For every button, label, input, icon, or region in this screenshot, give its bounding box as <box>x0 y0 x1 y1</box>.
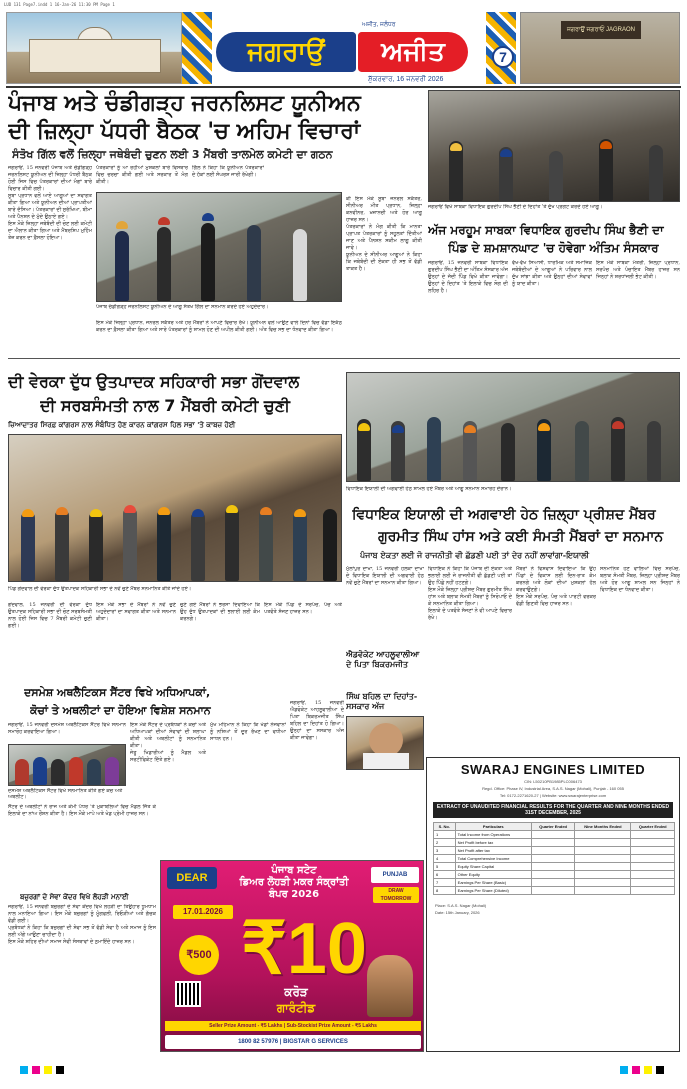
table-row <box>434 855 675 863</box>
masthead-building-photo <box>6 12 182 84</box>
table-cell <box>531 887 574 895</box>
story4-dateline: ਜਗਰਾਓਂ, 15 ਜਨਵਰੀ ਦਸਮੇਸ਼ ਅਥਲੈਟਿਕਸ ਸੈਂਟਰ ਵਿਖੇ ਸਨਮਾਨ ਸਮਾਰੋਹ ਕਰਵਾਇਆ ਗਿਆ। <box>8 722 126 735</box>
table-cell: 6 <box>434 871 456 879</box>
story1-headline-2: ਦੀ ਜ਼ਿਲ੍ਹਾ ਪੱਧਰੀ ਬੈਠਕ 'ਚ ਅਹਿਮ ਵਿਚਾਰਾਂ <box>8 119 361 144</box>
swaraj-company: SWARAJ ENGINES LIMITED <box>460 762 646 777</box>
registration-strip <box>0 1060 687 1089</box>
story1-col-3: ਗਿੱਲ ਨੇ ਕਿਹਾ ਕਿ ਯੂਨੀਅਨ ਪੱਤਰਕਾਰਾਂ ਦੇ ਹੱਕਾਂ ਲਈ ਸੰਘਰਸ਼ ਜਾਰੀ ਰੱਖੇਗੀ। <box>192 165 264 178</box>
table-row <box>434 879 675 887</box>
table-cell <box>531 839 574 847</box>
story1-col-4: ਕੀ ਇਸ ਮੌਕੇ ਸੂਬਾ ਜਨਰਲ ਸਕੱਤਰ, ਸੀਨੀਅਰ ਮੀਤ ਪ੍ਰਧਾਨ, ਜ਼ਿਲ੍ਹਾ ਕਨਵੀਨਰ, ਖ਼ਜ਼ਾਨਚੀ ਅਤੇ ਹੋਰ ਆਗੂ ਹਾਜ਼ਰ ਸਨ। ਪੱਤਰਕਾਰਾਂ ਨੇ ਮੰਗ ਕੀਤੀ ਕਿ ਮਾਨਤਾ ਪ੍ਰਾਪਤ ਪੱਤਰਕਾਰਾਂ ਨੂੰ ਸਹੂਲਤਾਂ ਦਿੱਤੀਆਂ ਜਾਣ ਅਤੇ ਪੈਨਸ਼ਨ ਸਕੀਮ ਲਾਗੂ ਕੀਤੀ ਜਾਵੇ। ਯੂਨੀਅਨ ਦੇ ਸੀਨੀਅਰ ਆਗੂਆਂ ਨੇ ਕਿਹਾ ਕਿ ਜਥੇਬੰਦੀ ਦੀ ਏਕਤਾ ਹੀ ਸਭ ਤੋਂ ਵੱਡੀ ਤਾਕਤ ਹੈ। <box>346 196 422 272</box>
qr-code-icon <box>175 981 201 1007</box>
lotto-footer: 1800 82 57976 | BIGSTAR G SERVICES <box>165 1035 421 1049</box>
swaraj-extract-title: EXTRACT OF UNAUDITED FINANCIAL RESULTS FOR THE QUARTER AND NINE MONTHS ENDED 31ST DECEMBER, 2025 <box>433 802 673 818</box>
gate-sign: ਜਗਰਾਉਂ ਜਗਰਾਓਂ JAGRAON <box>561 21 641 39</box>
story2-photo <box>8 434 342 582</box>
story4-bottom-col: ਜਗਰਾਓਂ, 15 ਜਨਵਰੀ ਬਜ਼ੁਰਗਾਂ ਦੇ ਸੇਵਾ ਕੇਂਦਰ ਵਿਖੇ ਲੋਹੜੀ ਦਾ ਤਿਉਹਾਰ ਧੂਮਧਾਮ ਨਾਲ ਮਨਾਇਆ ਗਿਆ। ਇਸ ਮੌਕੇ ਬਜ਼ੁਰਗਾਂ ਨੂੰ ਮੂੰਗਫਲੀ, ਰਿਓੜੀਆਂ ਅਤੇ ਗੱਚਕ ਵੰਡੀ ਗਈ। ਪ੍ਰਬੰਧਕਾਂ ਨੇ ਕਿਹਾ ਕਿ ਬਜ਼ੁਰਗਾਂ ਦੀ ਸੇਵਾ ਸਭ ਤੋਂ ਵੱਡੀ ਸੇਵਾ ਹੈ ਅਤੇ ਸਮਾਜ ਨੂੰ ਇਸ ਲਈ ਅੱਗੇ ਆਉਣਾ ਚਾਹੀਦਾ ਹੈ। ਇਸ ਮੌਕੇ ਸ਼ਹਿਰ ਦੀਆਂ ਸਮਾਜ ਸੇਵੀ ਸੰਸਥਾਵਾਂ ਦੇ ਨੁਮਾਇੰਦੇ ਹਾਜ਼ਰ ਸਨ। <box>8 904 156 945</box>
table-header-cell: Nine Months Ended <box>575 823 631 831</box>
masthead-logo <box>212 12 486 84</box>
table-cell <box>631 847 675 855</box>
table-row <box>434 831 675 839</box>
table-cell <box>575 847 631 855</box>
table-cell <box>531 863 574 871</box>
story4-caption: ਦਸਮੇਸ਼ ਅਥਲੈਟਿਕਸ ਸੈਂਟਰ ਵਿਖੇ ਸਨਮਾਨਿਤ ਕੀਤੇ ਗਏ ਕੋਚ ਅਤੇ ਅਥਲੀਟ। <box>8 788 123 800</box>
swaraj-place: Place: S.A.S. Nagar (Mohali) <box>435 903 487 908</box>
lottery-advertisement <box>160 860 424 1052</box>
table-cell <box>631 863 675 871</box>
story4-col-1: ਸੈਂਟਰ ਦੇ ਅਥਲੀਟਾਂ ਨੇ ਰਾਜ ਅਤੇ ਕੌਮੀ ਪੱਧਰ 'ਤੇ ਮੁਕਾਬਲਿਆਂ ਵਿਚ ਮੈਡਲ ਜਿੱਤ ਕੇ ਇਲਾਕੇ ਦਾ ਨਾਂਅ ਰੌਸ਼ਨ ਕੀਤਾ ਹੈ। ਇਸ ਮੌਕੇ ਮਾਪੇ ਅਤੇ ਖੇਡ ਪ੍ਰੇਮੀ ਹਾਜ਼ਰ ਸਨ। <box>8 804 156 817</box>
table-cell: Total Comprehensive Income <box>455 855 531 863</box>
table-cell: Earnings Per Share (Diluted) <box>455 887 531 895</box>
story3-col-4: ਸਨਮਾਨਿਤ ਹੋਣ ਵਾਲਿਆਂ ਵਿਚ ਸਰਪੰਚ, ਬਲਾਕ ਸੰਮਤੀ ਮੈਂਬਰ, ਜ਼ਿਲ੍ਹਾ ਪ੍ਰੀਸ਼ਦ ਮੈਂਬਰ ਅਤੇ ਹੋਰ ਆਗੂ ਸ਼ਾਮਲ ਸਨ ਜਿਨ੍ਹਾਂ ਨੇ ਵਿਧਾਇਕ ਦਾ ਧੰਨਵਾਦ ਕੀਤਾ। <box>600 566 680 593</box>
story5-col-1: ਜਗਰਾਓਂ, 15 ਜਨਵਰੀ ਐਡਵੋਕੇਟ ਆਹਲੂਵਾਲੀਆ ਦੇ ਪਿਤਾ ਬਿਕਰਮਜੀਤ ਸਿੰਘ ਬਹਿਲ ਦਾ ਦਿਹਾਂਤ ਹੋ ਗਿਆ। ਉਨ੍ਹਾਂ ਦਾ ਸਸਕਾਰ ਅੱਜ ਕੀਤਾ ਜਾਵੇਗਾ। <box>290 700 344 741</box>
table-cell: Other Equity <box>455 871 531 879</box>
story-right-col-2: ਵੱਖ-ਵੱਖ ਸਿਆਸੀ, ਧਾਰਮਿਕ ਅਤੇ ਸਮਾਜਿਕ ਜਥੇਬੰਦੀਆਂ ਦੇ ਆਗੂਆਂ ਨੇ ਪਰਿਵਾਰ ਨਾਲ ਦੁੱਖ ਸਾਂਝਾ ਕੀਤਾ ਅਤੇ ਉਨ੍ਹਾਂ ਦੀਆਂ ਸੇਵਾਵਾਂ ਨੂੰ ਯਾਦ ਕੀਤਾ। <box>512 260 592 287</box>
story1-col-2: ਪੱਤਰਕਾਰਾਂ ਨੂੰ ਆ ਰਹੀਆਂ ਮੁਸ਼ਕਲਾਂ ਬਾਰੇ ਵਿਸਥਾਰ ਵਿਚ ਚਰਚਾ ਕੀਤੀ ਗਈ ਅਤੇ ਸਰਕਾਰ ਤੋਂ ਮੰਗ ਕੀਤੀ। <box>96 165 188 185</box>
table-cell: 3 <box>434 847 456 855</box>
table-cell <box>631 879 675 887</box>
story3-headline-2: ਗੁਰਮੀਤ ਸਿੰਘ ਹਾਂਸ ਅਤੇ ਕਈ ਸੰਮਤੀ ਮੈਂਬਰਾਂ ਦਾ ਸਨਮਾਨ <box>378 529 664 545</box>
story1-col-1: ਜਗਰਾਓਂ, 15 ਜਨਵਰੀ ਪੰਜਾਬ ਅਤੇ ਚੰਡੀਗੜ੍ਹ ਜਰਨਲਿਸਟ ਯੂਨੀਅਨ ਦੀ ਜ਼ਿਲ੍ਹਾ ਪੱਧਰੀ ਬੈਠਕ ਹੋਈ ਜਿਸ ਵਿਚ ਪੱਤਰਕਾਰਾਂ ਦੀਆਂ ਮੰਗਾਂ ਬਾਰੇ ਵਿਚਾਰ ਕੀਤੀ ਗਈ। ਸੂਬਾ ਪ੍ਰਧਾਨ ਵਲੋਂ ਆਏ ਆਗੂਆਂ ਦਾ ਸਵਾਗਤ ਕੀਤਾ ਗਿਆ ਅਤੇ ਯੂਨੀਅਨ ਦੀਆਂ ਪ੍ਰਾਪਤੀਆਂ ਬਾਰੇ ਦੱਸਿਆ। ਪੱਤਰਕਾਰਾਂ ਦੀ ਸੁਰੱਖਿਆ, ਬੀਮਾ ਅਤੇ ਪੈਨਸ਼ਨ ਦੇ ਮੁੱਦੇ ਉਠਾਏ ਗਏ। ਇਸ ਮੌਕੇ ਜ਼ਿਲ੍ਹਾ ਜਥੇਬੰਦੀ ਦੀ ਚੋਣ ਲਈ ਕਮੇਟੀ ਦਾ ਐਲਾਨ ਕੀਤਾ ਗਿਆ ਅਤੇ ਮੈਂਬਰਸ਼ਿਪ ਮੁਹਿੰਮ ਤੇਜ਼ ਕਰਨ ਦਾ ਫ਼ੈਸਲਾ ਹੋਇਆ। <box>8 165 92 241</box>
story1-col-lower: ਇਸ ਮੌਕੇ ਜ਼ਿਲ੍ਹਾ ਪ੍ਰਧਾਨ, ਜਨਰਲ ਸਕੱਤਰ ਅਤੇ ਹੋਰ ਮੈਂਬਰਾਂ ਨੇ ਆਪਣੇ ਵਿਚਾਰ ਰੱਖੇ। ਯੂਨੀਅਨ ਵਲੋਂ ਆਉਣ ਵਾਲੇ ਦਿਨਾਂ ਵਿਚ ਵੱਡਾ ਇਕੱਠ ਕਰਨ ਦਾ ਫ਼ੈਸਲਾ ਕੀਤਾ ਗਿਆ ਅਤੇ ਸਾਰੇ ਪੱਤਰਕਾਰਾਂ ਨੂੰ ਸ਼ਾਮਲ ਹੋਣ ਦੀ ਅਪੀਲ ਕੀਤੀ ਗਈ। ਅੰਤ ਵਿਚ ਸਭ ਦਾ ਧੰਨਵਾਦ ਕੀਤਾ ਗਿਆ। <box>96 320 342 333</box>
story4-col-3: ਮੁੱਖ ਮਹਿਮਾਨ ਨੇ ਕਿਹਾ ਕਿ ਖੇਡਾਂ ਨੌਜਵਾਨਾਂ ਨੂੰ ਨਸ਼ਿਆਂ ਤੋਂ ਦੂਰ ਰੱਖਣ ਦਾ ਵਧੀਆ ਸਾਧਨ ਹਨ। <box>210 722 286 742</box>
lotto-draw-badge: DRAW TOMORROW <box>373 887 419 903</box>
story5-headline-1: ਐਡਵੋਕੇਟ ਆਹਲੂਵਾਲੀਆ ਦੇ ਪਿਤਾ ਬਿਕਰਮਜੀਤ <box>346 650 420 669</box>
table-cell <box>575 839 631 847</box>
table-cell <box>531 831 574 839</box>
story2-headline-1: ਦੀ ਵੇਰਕਾ ਦੁੱਧ ਉਤਪਾਦਕ ਸਹਿਕਾਰੀ ਸਭਾ ਗੋਂਦਵਾਲ <box>8 372 300 391</box>
lotto-guaranteed: ਗਾਰੰਟੀਡ <box>276 1001 316 1015</box>
story-right-caption: ਜਗਰਾਓਂ ਵਿਖੇ ਸਾਬਕਾ ਵਿਧਾਇਕ ਗੁਰਦੀਪ ਸਿੰਘ ਭੈਣੀ ਦੇ ਦਿਹਾਂਤ 'ਤੇ ਦੁੱਖ ਪ੍ਰਗਟ ਕਰਦੇ ਹੋਏ ਆਗੂ। <box>428 204 603 210</box>
city-title: ਜਗਰਾਉਂ <box>216 32 356 72</box>
masthead-pattern-left <box>182 12 212 84</box>
story-right-col-3: ਇਸ ਮੌਕੇ ਸਾਬਕਾ ਮੰਤਰੀ, ਜ਼ਿਲ੍ਹਾ ਪ੍ਰਧਾਨ, ਸਰਪੰਚ ਅਤੇ ਪੰਚਾਇਤ ਮੈਂਬਰ ਹਾਜ਼ਰ ਸਨ ਜਿਨ੍ਹਾਂ ਨੇ ਸ਼ਰਧਾਂਜਲੀ ਭੇਟ ਕੀਤੀ। <box>596 260 680 280</box>
story1-photo <box>96 192 342 302</box>
story3-col-2: ਵਿਧਾਇਕ ਨੇ ਕਿਹਾ ਕਿ ਪੰਜਾਬ ਦੀ ਏਕਤਾ ਅਤੇ ਭਲਾਈ ਲਈ ਜੇ ਰਾਜਨੀਤੀ ਵੀ ਛੱਡਣੀ ਪਈ ਤਾਂ ਉਹ ਪਿੱਛੇ ਨਹੀਂ ਹਟਣਗੇ। ਇਸ ਮੌਕੇ ਜ਼ਿਲ੍ਹਾ ਪ੍ਰੀਸ਼ਦ ਮੈਂਬਰ ਗੁਰਮੀਤ ਸਿੰਘ ਹਾਂਸ ਅਤੇ ਬਲਾਕ ਸੰਮਤੀ ਮੈਂਬਰਾਂ ਨੂੰ ਸਿਰੋਪਾਓ ਦੇ ਕੇ ਸਨਮਾਨਿਤ ਕੀਤਾ ਗਿਆ। ਇਲਾਕੇ ਦੇ ਪਤਵੰਤੇ ਸੱਜਣਾਂ ਨੇ ਵੀ ਆਪਣੇ ਵਿਚਾਰ ਰੱਖੇ। <box>428 566 512 621</box>
swaraj-address: Regd. Office: Phase IV, Industrial Area, S.A.S. Nagar (Mohali), Punjab - 160 055 <box>482 786 624 791</box>
table-cell: 7 <box>434 879 456 887</box>
table-cell: 5 <box>434 863 456 871</box>
table-header-cell: S. No. <box>434 823 456 831</box>
table-cell <box>631 831 675 839</box>
logo-tagline: ਅਜੀਤ, ਜਲੰਧਰ <box>362 22 396 28</box>
lotto-prizes: Seller Prize Amount - ₹5 Lakhs | Sub-Stockist Prize Amount - ₹5 Lakhs <box>165 1021 421 1031</box>
swaraj-date: Date: 15th January, 2026 <box>435 910 480 915</box>
table-header-cell: Quarter Ended <box>631 823 675 831</box>
table-cell <box>575 887 631 895</box>
story2-col-1: ਗੋਂਦਵਾਲ, 15 ਜਨਵਰੀ ਦੀ ਵੇਰਕਾ ਦੁੱਧ ਉਤਪਾਦਕ ਸਹਿਕਾਰੀ ਸਭਾ ਦੀ ਚੋਣ ਸਰਬਸੰਮਤੀ ਨਾਲ ਹੋਈ ਜਿਸ ਵਿਚ 7 ਮੈਂਬਰੀ ਕਮੇਟੀ ਚੁਣੀ ਗਈ। <box>8 602 92 629</box>
story2-col-4: ਇਸ ਮੌਕੇ ਪਿੰਡ ਦੇ ਸਰਪੰਚ, ਪੰਚ ਅਤੇ ਪਤਵੰਤੇ ਸੱਜਣ ਹਾਜ਼ਰ ਸਨ। <box>264 602 342 615</box>
lotto-amount: ₹10 <box>241 909 367 989</box>
table-cell: 8 <box>434 887 456 895</box>
lotto-date: 17.01.2026 <box>173 905 233 919</box>
table-cell: Net Profit before tax <box>455 839 531 847</box>
story1-subhead: ਸੰਤੋਖ ਗਿੱਲ ਵਲੋਂ ਜ਼ਿਲ੍ਹਾ ਜਥੇਬੰਦੀ ਚੁਣਨ ਲਈ 3 ਮੈਂਬਰੀ ਤਾਲਮੇਲ ਕਮੇਟੀ ਦਾ ਗਠਨ <box>12 148 333 161</box>
story3-caption: ਵਿਧਾਇਕ ਇਯਾਲੀ ਦੀ ਅਗਵਾਈ ਹੇਠ ਸ਼ਾਮਲ ਹੋਏ ਮੈਂਬਰ ਅਤੇ ਆਗੂ ਸਨਮਾਨ ਸਮਾਰੋਹ ਦੌਰਾਨ। <box>346 486 512 492</box>
table-row <box>434 871 675 879</box>
story4-col-2: ਇਸ ਮੌਕੇ ਸੈਂਟਰ ਦੇ ਪ੍ਰਬੰਧਕਾਂ ਨੇ ਕੋਚਾਂ ਅਤੇ ਅਧਿਆਪਕਾਂ ਦੀਆਂ ਸੇਵਾਵਾਂ ਦੀ ਸ਼ਲਾਘਾ ਕੀਤੀ ਅਤੇ ਅਥਲੀਟਾਂ ਨੂੰ ਸਨਮਾਨਿਤ ਕੀਤਾ। ਜੇਤੂ ਖਿਡਾਰੀਆਂ ਨੂੰ ਮੈਡਲ ਅਤੇ ਸਰਟੀਫਿਕੇਟ ਦਿੱਤੇ ਗਏ। <box>130 722 206 763</box>
story2-col-2: ਇਸ ਮੌਕੇ ਸਭਾ ਦੇ ਮੈਂਬਰਾਂ ਨੇ ਨਵੇਂ ਚੁਣੇ ਅਹੁਦੇਦਾਰਾਂ ਦਾ ਸਵਾਗਤ ਕੀਤਾ ਅਤੇ ਸਨਮਾਨ ਕੀਤਾ। <box>96 602 176 622</box>
table-cell <box>575 863 631 871</box>
table-row <box>434 847 675 855</box>
swaraj-advertisement <box>426 757 680 1052</box>
table-cell <box>575 855 631 863</box>
table-cell: 2 <box>434 839 456 847</box>
divider-1 <box>8 358 680 359</box>
swaraj-cin: CIN: L50210PB1985PLC006473 <box>524 779 582 784</box>
story3-subhead: ਪੰਜਾਬ ਏਕਤਾ ਲਈ ਜੋ ਰਾਜਨੀਤੀ ਵੀ ਛੱਡਣੀ ਪਈ ਤਾਂ ਦੇਰ ਨਹੀਂ ਲਾਵਾਂਗਾ-ਇਯਾਲੀ <box>360 551 590 560</box>
lotto-crore: ਕਰੋੜ <box>284 985 308 999</box>
lotto-title: ਪੰਜਾਬ ਸਟੇਟ ਡਿਅਰ ਲੋਹੜੀ ਮਕਰ ਸੰਕ੍ਰਾਂਤੀ ਬੰਪਰ 2026 <box>239 865 349 900</box>
table-header-cell: Quarter Ended <box>531 823 574 831</box>
masthead-rule <box>6 86 681 88</box>
story4-photo <box>8 744 126 786</box>
story-right-headline-1: ਅੱਜ ਮਰਹੂਮ ਸਾਬਕਾ ਵਿਧਾਇਕ ਗੁਰਦੀਪ ਸਿੰਘ ਭੈਣੀ ਦਾ <box>428 223 664 237</box>
table-cell <box>631 871 675 879</box>
story3-photo <box>346 372 680 482</box>
story4-headline-1: ਦਸਮੇਸ਼ ਅਥਲੈਟਿਕਸ ਸੈਂਟਰ ਵਿਖੇ ਅਧਿਆਪਕਾਂ, <box>24 686 211 699</box>
lotto-ambassador <box>367 955 413 1017</box>
table-cell: Total Income from Operations <box>455 831 531 839</box>
story-right-col-1: ਜਗਰਾਓਂ, 15 ਜਨਵਰੀ ਸਾਬਕਾ ਵਿਧਾਇਕ ਗੁਰਦੀਪ ਸਿੰਘ ਭੈਣੀ ਦਾ ਅੰਤਿਮ ਸੰਸਕਾਰ ਅੱਜ ਉਨ੍ਹਾਂ ਦੇ ਜੱਦੀ ਪਿੰਡ ਵਿਖੇ ਕੀਤਾ ਜਾਵੇਗਾ। ਉਨ੍ਹਾਂ ਦੇ ਦਿਹਾਂਤ 'ਤੇ ਇਲਾਕੇ ਵਿਚ ਸੋਗ ਦੀ ਲਹਿਰ ਹੈ। <box>428 260 508 294</box>
table-cell <box>531 855 574 863</box>
story-right-headline-2: ਪਿੰਡ ਦੇ ਸ਼ਮਸ਼ਾਨਘਾਟ 'ਚ ਹੋਵੇਗਾ ਅੰਤਿਮ ਸੰਸਕਾਰ <box>448 241 659 255</box>
story2-subhead: ਜ਼ਿਆਦਾਤਰ ਸਿਰਫ਼ ਕਾਂਗਰਸ ਨਾਲ ਸੰਬੰਧਿਤ ਹੋਣ ਕਾਰਨ ਕਾਂਗਰਸ ਹਿਲ ਸਭਾ 'ਤੇ ਕਾਬਜ਼ ਹੋਈ <box>8 421 236 429</box>
print-slug: LUD 131 Page7.indd 1 16-Jan-26 11:30 PM Page 1 <box>4 2 115 7</box>
table-row <box>434 839 675 847</box>
table-cell: Equity Share Capital <box>455 863 531 871</box>
page-number: 7 <box>492 46 514 68</box>
story-right-photo <box>428 90 680 202</box>
story4-bottom-head: ਬਜ਼ੁਰਗਾਂ ਦੇ ਸੇਵਾ ਕੇਂਦਰ ਵਿਖੇ ਲੋਹੜੀ ਮਨਾਈ <box>20 893 129 901</box>
table-cell <box>575 879 631 887</box>
paper-title: ਅਜੀਤ <box>358 32 468 72</box>
story3-headline-1: ਵਿਧਾਇਕ ਇਯਾਲੀ ਦੀ ਅਗਵਾਈ ਹੇਠ ਜ਼ਿਲ੍ਹਾ ਪ੍ਰੀਸ਼ਦ ਮੈਂਬਰ <box>352 507 656 523</box>
masthead-gate-photo <box>520 12 680 84</box>
table-header-cell: Particulars <box>455 823 531 831</box>
table-cell: 1 <box>434 831 456 839</box>
story5-headline-2: ਸਿੰਘ ਬਹਿਲ ਦਾ ਦਿਹਾਂਤ-ਸਸਕਾਰ ਅੱਜ <box>346 692 418 711</box>
lotto-price: ₹500 <box>179 935 219 975</box>
story3-col-3: ਮੈਂਬਰਾਂ ਨੇ ਵਿਸ਼ਵਾਸ ਦਿਵਾਇਆ ਕਿ ਉਹ ਪਿੰਡਾਂ ਦੇ ਵਿਕਾਸ ਲਈ ਦਿਨ-ਰਾਤ ਕੰਮ ਕਰਨਗੇ ਅਤੇ ਲੋਕਾਂ ਦੀਆਂ ਮੁਸ਼ਕਲਾਂ ਹੱਲ ਕਰਵਾਉਣਗੇ। ਇਸ ਮੌਕੇ ਸਰਪੰਚ, ਪੰਚ ਅਤੇ ਪਾਰਟੀ ਵਰਕਰ ਵੱਡੀ ਗਿਣਤੀ ਵਿਚ ਹਾਜ਼ਰ ਸਨ। <box>516 566 596 607</box>
story1-caption: ਪੰਜਾਬ ਚੰਡੀਗੜ੍ਹ ਜਰਨਲਿਸਟ ਯੂਨੀਅਨ ਦੇ ਆਗੂ ਸੰਤੋਖ ਗਿੱਲ ਦਾ ਸਨਮਾਨ ਕਰਦੇ ਹੋਏ ਅਹੁਦੇਦਾਰ। <box>96 304 269 310</box>
story3-col-1: ਮੁੱਲਾਂਪੁਰ ਦਾਖਾ, 15 ਜਨਵਰੀ ਹਲਕਾ ਦਾਖਾ ਦੇ ਵਿਧਾਇਕ ਇਯਾਲੀ ਦੀ ਅਗਵਾਈ ਹੇਠ ਨਵੇਂ ਚੁਣੇ ਮੈਂਬਰਾਂ ਦਾ ਸਨਮਾਨ ਕੀਤਾ ਗਿਆ। <box>346 566 424 586</box>
table-cell: 4 <box>434 855 456 863</box>
swaraj-contact: Tel: 0172-2271620-27 | Website: www.swarajenterprise.com <box>499 793 607 798</box>
table-cell <box>575 831 631 839</box>
table-cell: Earnings Per Share (Basic) <box>455 879 531 887</box>
table-cell <box>631 887 675 895</box>
table-row <box>434 887 675 895</box>
table-cell <box>531 847 574 855</box>
lotto-punjab-logo: PUNJAB <box>371 867 419 883</box>
table-cell <box>575 871 631 879</box>
story2-col-3: ਚੁਣੇ ਗਏ ਮੈਂਬਰਾਂ ਨੇ ਭਰੋਸਾ ਦਿਵਾਇਆ ਕਿ ਉਹ ਦੁੱਧ ਉਤਪਾਦਕਾਂ ਦੀ ਭਲਾਈ ਲਈ ਕੰਮ ਕਰਨਗੇ। <box>180 602 260 622</box>
table-cell <box>531 871 574 879</box>
story2-headline-2: ਦੀ ਸਰਬਸੰਮਤੀ ਨਾਲ 7 ਮੈਂਬਰੀ ਕਮੇਟੀ ਚੁਣੀ <box>40 396 290 415</box>
story4-headline-2: ਕੋਚਾਂ ਤੇ ਅਥਲੀਟਾਂ ਦਾ ਹੋਇਆ ਵਿਸ਼ੇਸ਼ ਸਨਮਾਨ <box>30 704 211 717</box>
table-cell <box>631 855 675 863</box>
table-cell <box>531 879 574 887</box>
table-cell <box>631 839 675 847</box>
issue-date: ਸ਼ੁੱਕਰਵਾਰ, 16 ਜਨਵਰੀ 2026 <box>368 76 444 83</box>
swaraj-results-table <box>433 822 675 895</box>
table-cell: Net Profit after tax <box>455 847 531 855</box>
story2-caption: ਪਿੰਡ ਗੋਂਦਵਾਲ ਦੀ ਵੇਰਕਾ ਦੁੱਧ ਉਤਪਾਦਕ ਸਹਿਕਾਰੀ ਸਭਾ ਦੇ ਨਵੇਂ ਚੁਣੇ ਮੈਂਬਰ ਸਨਮਾਨਿਤ ਕੀਤੇ ਜਾਂਦੇ ਹੋਏ। <box>8 586 192 592</box>
story5-portrait <box>346 716 424 770</box>
table-row <box>434 863 675 871</box>
story1-headline-1: ਪੰਜਾਬ ਅਤੇ ਚੰਡੀਗੜ੍ਹ ਜਰਨਲਿਸਟ ਯੂਨੀਅਨ <box>8 91 361 116</box>
lotto-brand: DEAR <box>167 867 217 889</box>
